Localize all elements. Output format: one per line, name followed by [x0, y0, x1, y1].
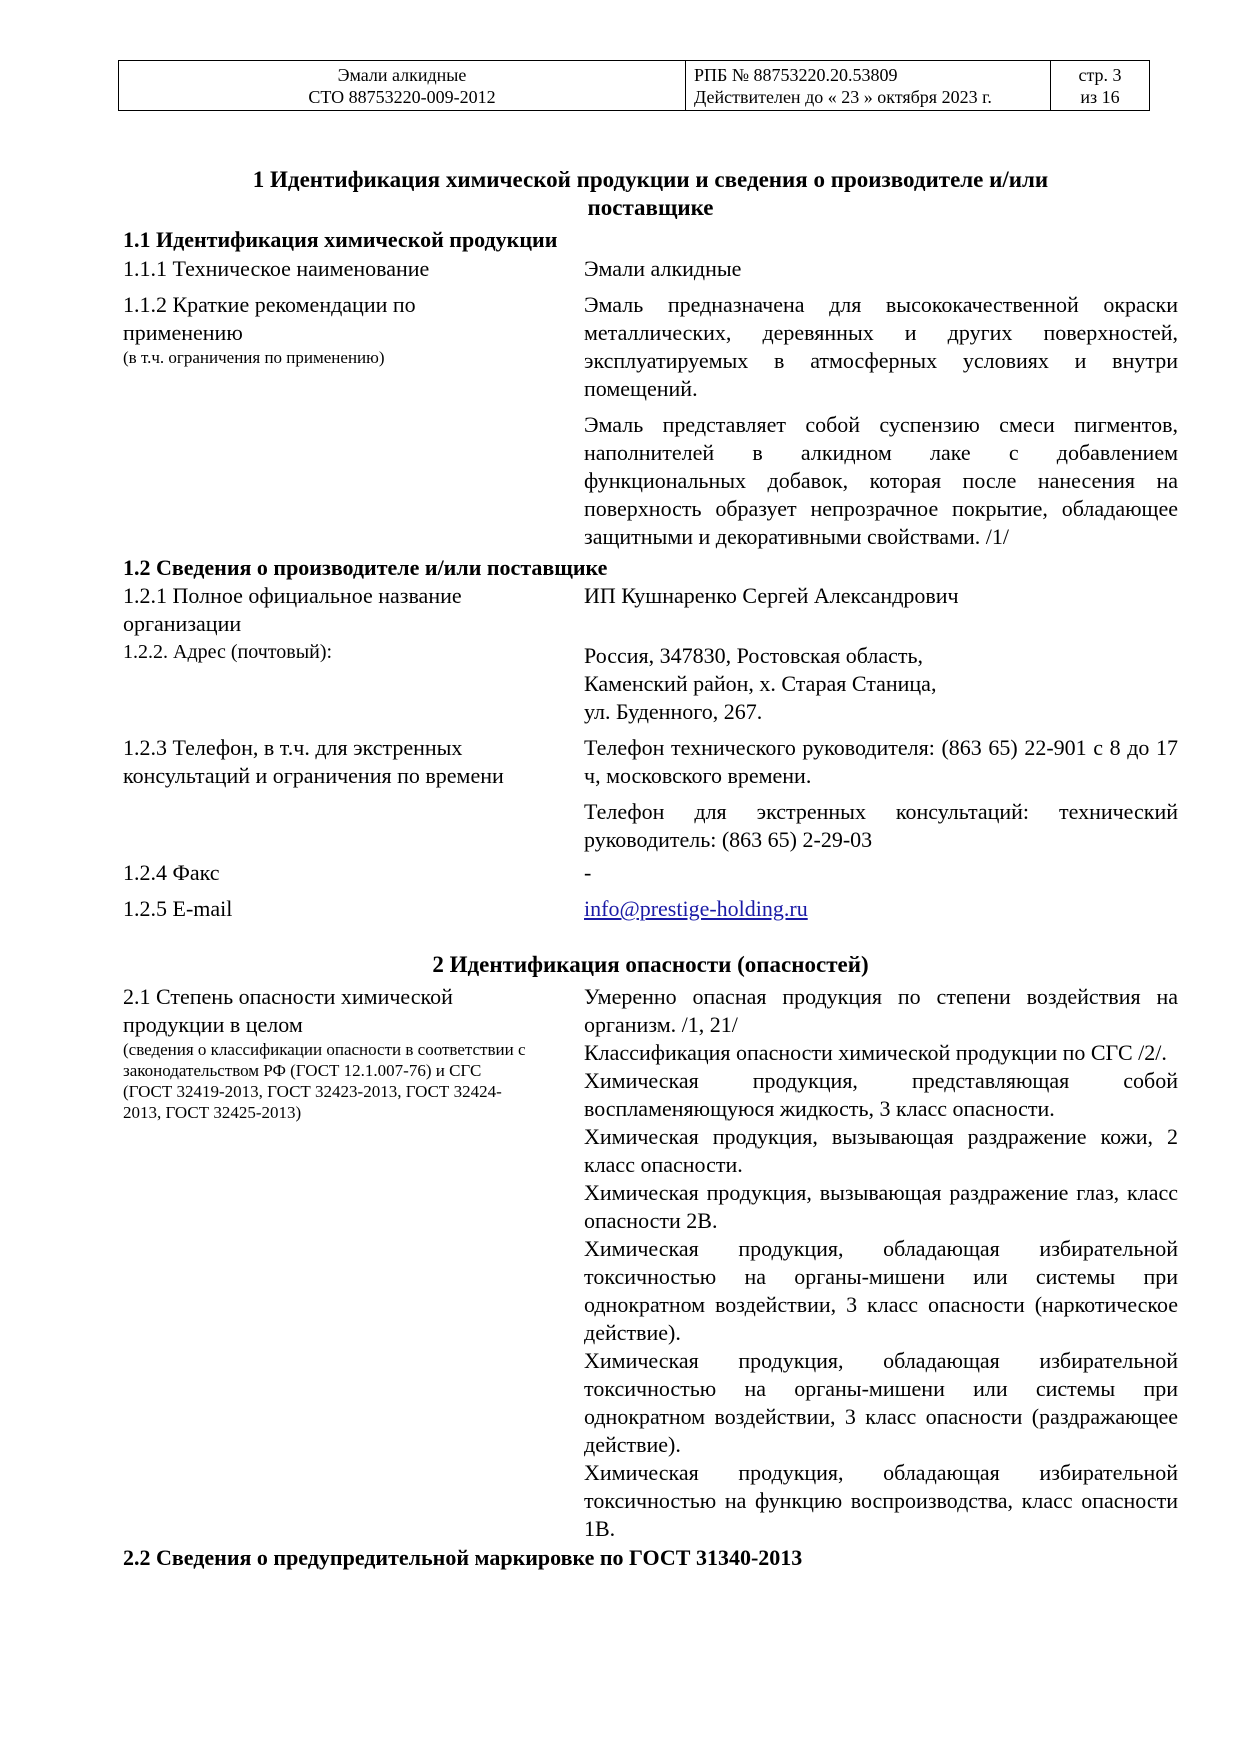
section-1-title-line1: 1 Идентификация химической продукции и сведения о производителе и/или [252, 167, 1049, 192]
section-1-title-line2: поставщике [587, 195, 714, 220]
address-line-1: Россия, 347830, Ростовская область, [584, 643, 924, 668]
email-link[interactable]: info@prestige-holding.ru [584, 896, 808, 921]
value-1-1-2 [584, 291, 1178, 551]
row-1-2-2 [123, 638, 1178, 726]
hazard-item: Химическая продукция, обладающая избирательной токсичностью на функцию воспроизводства, класс опасности 1В. [584, 1460, 1178, 1541]
label-1-2-2: 1.2.2. Адрес (почтовый): [123, 641, 333, 663]
note-2-1: (сведения о классификации опасности в соответствии с законодательством РФ (ГОСТ 12.1.007-76) и СГС (ГОСТ 32419-2013, ГОСТ 32423-2013, ГОСТ 32424-2013, ГОСТ 32425-2013) [123, 1040, 526, 1122]
value-1-2-3 [584, 734, 1178, 854]
label-2-1: 2.1 Степень опасности химической продукции в целом [123, 984, 453, 1037]
note-1-1-2: (в т.ч. ограничения по применению) [123, 348, 385, 367]
document-body [123, 166, 1178, 1572]
label-1-2-1: 1.2.1 Полное официальное название организации [123, 583, 462, 636]
label-1-2-4: 1.2.4 Факс [123, 860, 220, 885]
value-1-2-3-p2: Телефон для экстренных консультаций: технический руководитель: (863 65) 2-29-03 [584, 799, 1178, 852]
row-1-1-1 [123, 255, 1178, 283]
label-1-2-5: 1.2.5 E-mail [123, 896, 233, 921]
label-1-1-2: 1.1.2 Краткие рекомендации по применению [123, 292, 416, 345]
hazard-item: Химическая продукция, обладающая избирательной токсичностью на органы-мишени или системы при однократном воздействии, 3 класс опасности (наркотическое действие). [584, 1236, 1178, 1345]
label-1-1-1: 1.1.1 Техническое наименование [123, 256, 430, 281]
header-product: Эмали алкидные [337, 64, 467, 85]
label-1-1-2-cell [123, 291, 584, 551]
value-1-2-1: ИП Кушнаренко Сергей Александрович [584, 583, 959, 608]
subsection-2-2-title: 2.2 Сведения о предупредительной маркировке по ГОСТ 31340-2013 [123, 1545, 803, 1570]
header-page-total: из 16 [1080, 86, 1120, 107]
row-2-1 [123, 983, 1178, 1543]
hazard-item: Химическая продукция, вызывающая раздражение кожи, 2 класс опасности. [584, 1124, 1178, 1177]
header-standard: СТО 88753220-009-2012 [308, 86, 496, 107]
row-1-2-5 [123, 895, 1178, 923]
value-1-1-2-p2: Эмаль представляет собой суспензию смеси пигментов, наполнителей в алкидном лаке с добавлением функциональных добавок, которая после нанесения на поверхность образует непрозрачное покрытие, обладающее защитными и декоративными свойствами. /1/ [584, 412, 1178, 549]
hazard-item: Химическая продукция, представляющая собой воспламеняющуюся жидкость, 3 класс опасности. [584, 1068, 1178, 1121]
header-page-cell [1051, 61, 1149, 110]
value-1-2-3-p1: Телефон технического руководителя: (863 65) 22-901 с 8 до 17 ч, московского времени. [584, 735, 1178, 788]
value-1-2-5-cell [584, 895, 1178, 923]
subsection-1-1-title: 1.1 Идентификация химической продукции [123, 227, 558, 252]
row-1-2-3 [123, 734, 1178, 854]
header-product-cell [119, 61, 686, 110]
row-1-2-4 [123, 859, 1178, 887]
section-2-title: 2 Идентификация опасности (опасностей) [432, 952, 869, 977]
section-1-title [123, 166, 1178, 222]
header-table [118, 60, 1150, 111]
label-2-1-cell [123, 983, 584, 1543]
header-page: стр. 3 [1078, 64, 1122, 85]
address-line-3: ул. Буденного, 267. [584, 699, 763, 724]
header-valid: Действителен до « 23 » октября 2023 г. [694, 86, 992, 107]
header-rpb: РПБ № 88753220.20.53809 [694, 64, 898, 85]
value-1-2-2 [584, 642, 1178, 726]
address-line-2: Каменский район, х. Старая Станица, [584, 671, 937, 696]
hazard-item: Химическая продукция, обладающая избирательной токсичностью на органы-мишени или системы при однократном воздействии, 3 класс опасности (раздражающее действие). [584, 1348, 1178, 1457]
hazard-item: Классификация опасности химической продукции по СГС /2/. [584, 1040, 1167, 1065]
hazard-item: Умеренно опасная продукция по степени воздействия на организм. /1, 21/ [584, 984, 1178, 1037]
value-1-1-1: Эмали алкидные [584, 256, 742, 281]
value-1-2-4: - [584, 860, 592, 885]
value-1-1-2-p1: Эмаль предназначена для высококачественной окраски металлических, деревянных и других поверхностей, эксплуатируемых в атмосферных условиях и внутри помещений. [584, 292, 1178, 401]
value-2-1 [584, 983, 1178, 1543]
row-1-2-1 [123, 582, 1178, 638]
label-1-2-3: 1.2.3 Телефон, в т.ч. для экстренных консультаций и ограничения по времени [123, 735, 504, 788]
row-1-1-2 [123, 291, 1178, 551]
header-rpb-cell [686, 61, 1051, 110]
subsection-1-2-title: 1.2 Сведения о производителе и/или поставщике [123, 555, 608, 580]
hazard-item: Химическая продукция, вызывающая раздражение глаз, класс опасности 2В. [584, 1180, 1178, 1233]
